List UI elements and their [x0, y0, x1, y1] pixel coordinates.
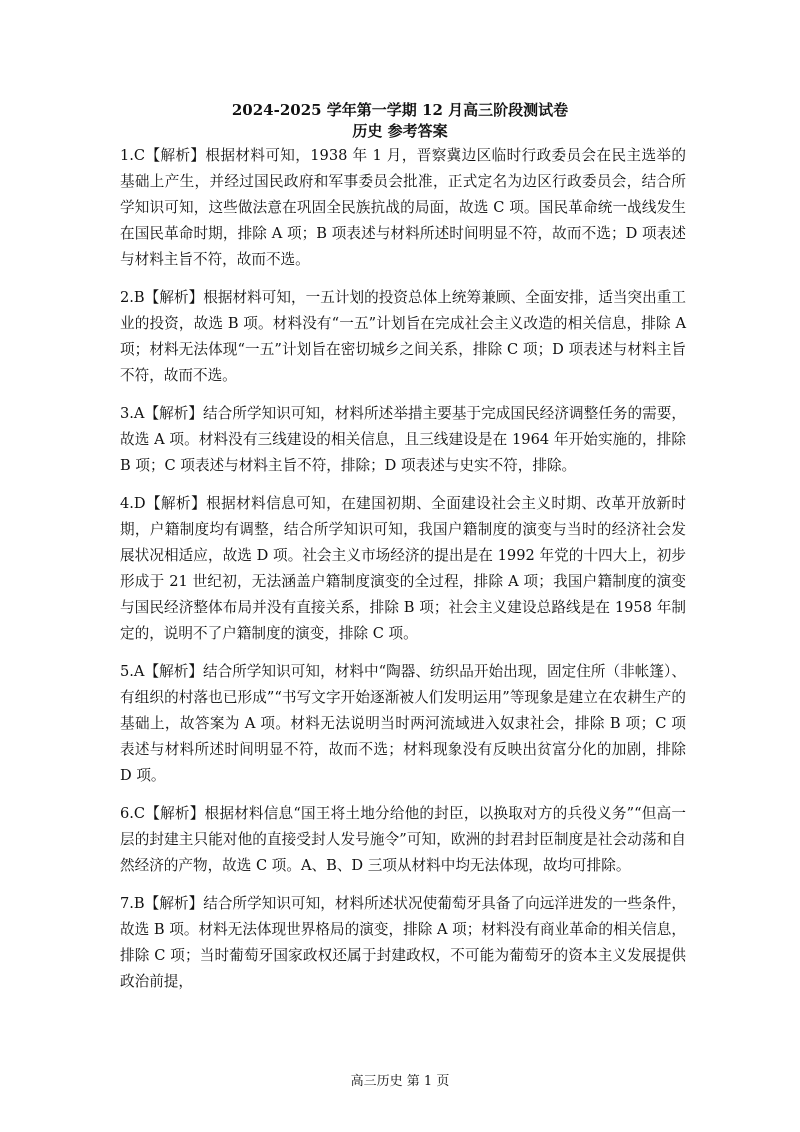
answer-3: 3.A【解析】结合所学知识可知，材料所述举措主要基于完成国民经济调整任务的需要，故选 A 项。材料没有三线建设的相关信息，且三线建设是在 1964 年开始实施的，排除 B 项；C 项表述与材料主旨不符，排除；D 项表述与史实不符，排除。 — [120, 405, 686, 474]
page-footer: 高三历史 第 1 页 — [350, 1074, 450, 1089]
document-title: 2024-2025 学年第一学期 12 月高三阶段测试卷 — [231, 101, 569, 119]
answer-1: 1.C【解析】根据材料可知，1938 年 1 月，晋察冀边区临时行政委员会在民主选举的基础上产生，并经过国民政府和军事委员会批准，正式定名为边区行政委员会，结合所学知识可知，这些做法意在巩固全民族抗战的局面，故选 C 项。国民革命统一战线发生在国民革命时期，排除 A 项；B 项表述与材料所述时间明显不符，故而不选；D 项表述与材料主旨不符，故而不选。 — [120, 147, 686, 268]
answer-list — [120, 143, 686, 1007]
answer-2: 2.B【解析】根据材料可知，一五计划的投资总体上统筹兼顾、全面安排，适当突出重工业的投资，故选 B 项。材料没有“一五”计划旨在完成社会主义改造的相关信息，排除 A 项；材料无法体现“一五”计划旨在密切城乡之间关系，排除 C 项；D 项表述与材料主旨不符，故而不选。 — [120, 289, 686, 384]
answer-4: 4.D【解析】根据材料信息可知，在建国初期、全面建设社会主义时期、改革开放新时期，户籍制度均有调整，结合所学知识可知，我国户籍制度的演变与当时的经济社会发展状况相适应，故选 D 项。社会主义市场经济的提出是在 1992 年党的十四大上，初步形成于 21 世纪初，无法涵盖户籍制度演变的全过程，排除 A 项；我国户籍制度的演变与国民经济整体布局并没有直接关系，排除 B 项；社会主义建设总路线是在 1958 年制定的，说明不了户籍制度的演变，排除 C 项。 — [120, 495, 686, 642]
answer-6: 6.C【解析】根据材料信息“国王将土地分给他的封臣，以换取对方的兵役义务”“但高一层的封建主只能对他的直接受封人发号施令”可知，欧洲的封君封臣制度是社会动荡和自然经济的产物，故选 C 项。A、B、D 三项从材料中均无法体现，故均可排除。 — [120, 805, 686, 874]
answer-7: 7.B【解析】结合所学知识可知，材料所述状况使葡萄牙具备了向远洋进发的一些条件，故选 B 项。材料无法体现世界格局的演变，排除 A 项；材料没有商业革命的相关信息，排除 C 项；当时葡萄牙国家政权还属于封建政权，不可能为葡萄牙的资本主义发展提供政治前提， — [120, 895, 686, 990]
answer-5: 5.A【解析】结合所学知识可知，材料中“陶器、纺织品开始出现，固定住所（非帐篷）、有组织的村落也已形成”“书写文字开始逐渐被人们发明运用”等现象是建立在农耕生产的基础上，故答案为 A 项。材料无法说明当时两河流域进入奴隶社会，排除 B 项；C 项表述与材料所述时间明显不符，故而不选；材料现象没有反映出贫富分化的加剧，排除 D 项。 — [120, 663, 686, 784]
document-subtitle: 历史 参考答案 — [352, 122, 448, 140]
